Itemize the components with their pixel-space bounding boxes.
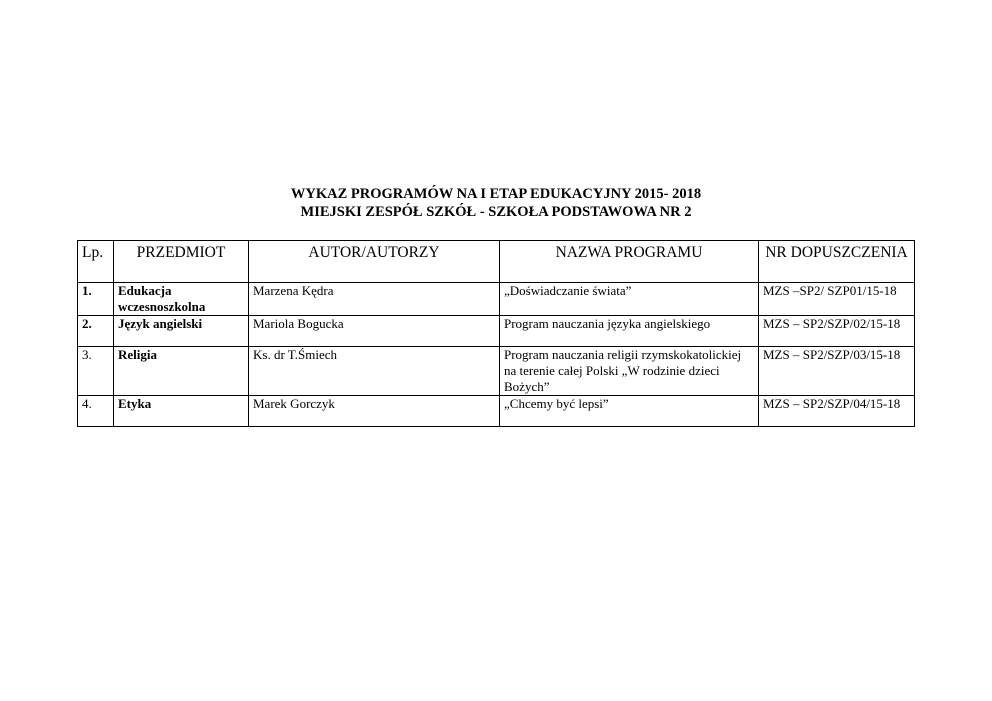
- cell-przedmiot: Język angielski: [114, 316, 249, 347]
- column-header-nazwa: NAZWA PROGRAMU: [500, 241, 759, 283]
- page-subtitle: MIEJSKI ZESPÓŁ SZKÓŁ - SZKOŁA PODSTAWOWA NR 2: [300, 204, 692, 220]
- column-header-przedmiot: PRZEDMIOT: [114, 241, 249, 283]
- table-row: [78, 396, 915, 427]
- cell-lp: 3.: [78, 347, 114, 396]
- cell-lp: 2.: [78, 316, 114, 347]
- page-title: WYKAZ PROGRAMÓW NA I ETAP EDUKACYJNY 2015- 2018: [290, 186, 702, 202]
- cell-autor: Marzena Kędra: [249, 283, 500, 316]
- cell-nr: MZS – SP2/SZP/02/15-18: [759, 316, 915, 347]
- cell-nr: MZS – SP2/SZP/04/15-18: [759, 396, 915, 427]
- programs-table: [77, 240, 915, 427]
- cell-lp: 1.: [78, 283, 114, 316]
- cell-autor: Mariola Bogucka: [249, 316, 500, 347]
- cell-nazwa: „Chcemy być lepsi”: [500, 396, 759, 427]
- cell-autor: Ks. dr T.Śmiech: [249, 347, 500, 396]
- cell-nazwa: „Doświadczanie świata”: [500, 283, 759, 316]
- table-row: [78, 347, 915, 396]
- column-header-lp: Lp.: [78, 241, 114, 283]
- table-header-row: [78, 241, 915, 283]
- cell-lp: 4.: [78, 396, 114, 427]
- cell-przedmiot: Religia: [114, 347, 249, 396]
- column-header-nr: NR DOPUSZCZENIA: [759, 241, 915, 283]
- column-header-autor: AUTOR/AUTORZY: [249, 241, 500, 283]
- table-row: [78, 316, 915, 347]
- cell-nr: MZS –SP2/ SZP01/15-18: [759, 283, 915, 316]
- cell-autor: Marek Gorczyk: [249, 396, 500, 427]
- cell-przedmiot: Etyka: [114, 396, 249, 427]
- table-row: [78, 283, 915, 316]
- cell-nazwa: Program nauczania religii rzymskokatolickiej na terenie całej Polski „W rodzinie dzieci Bożych”: [500, 347, 759, 396]
- cell-nazwa: Program nauczania języka angielskiego: [500, 316, 759, 347]
- cell-nr: MZS – SP2/SZP/03/15-18: [759, 347, 915, 396]
- cell-przedmiot: Edukacja wczesnoszkolna: [114, 283, 249, 316]
